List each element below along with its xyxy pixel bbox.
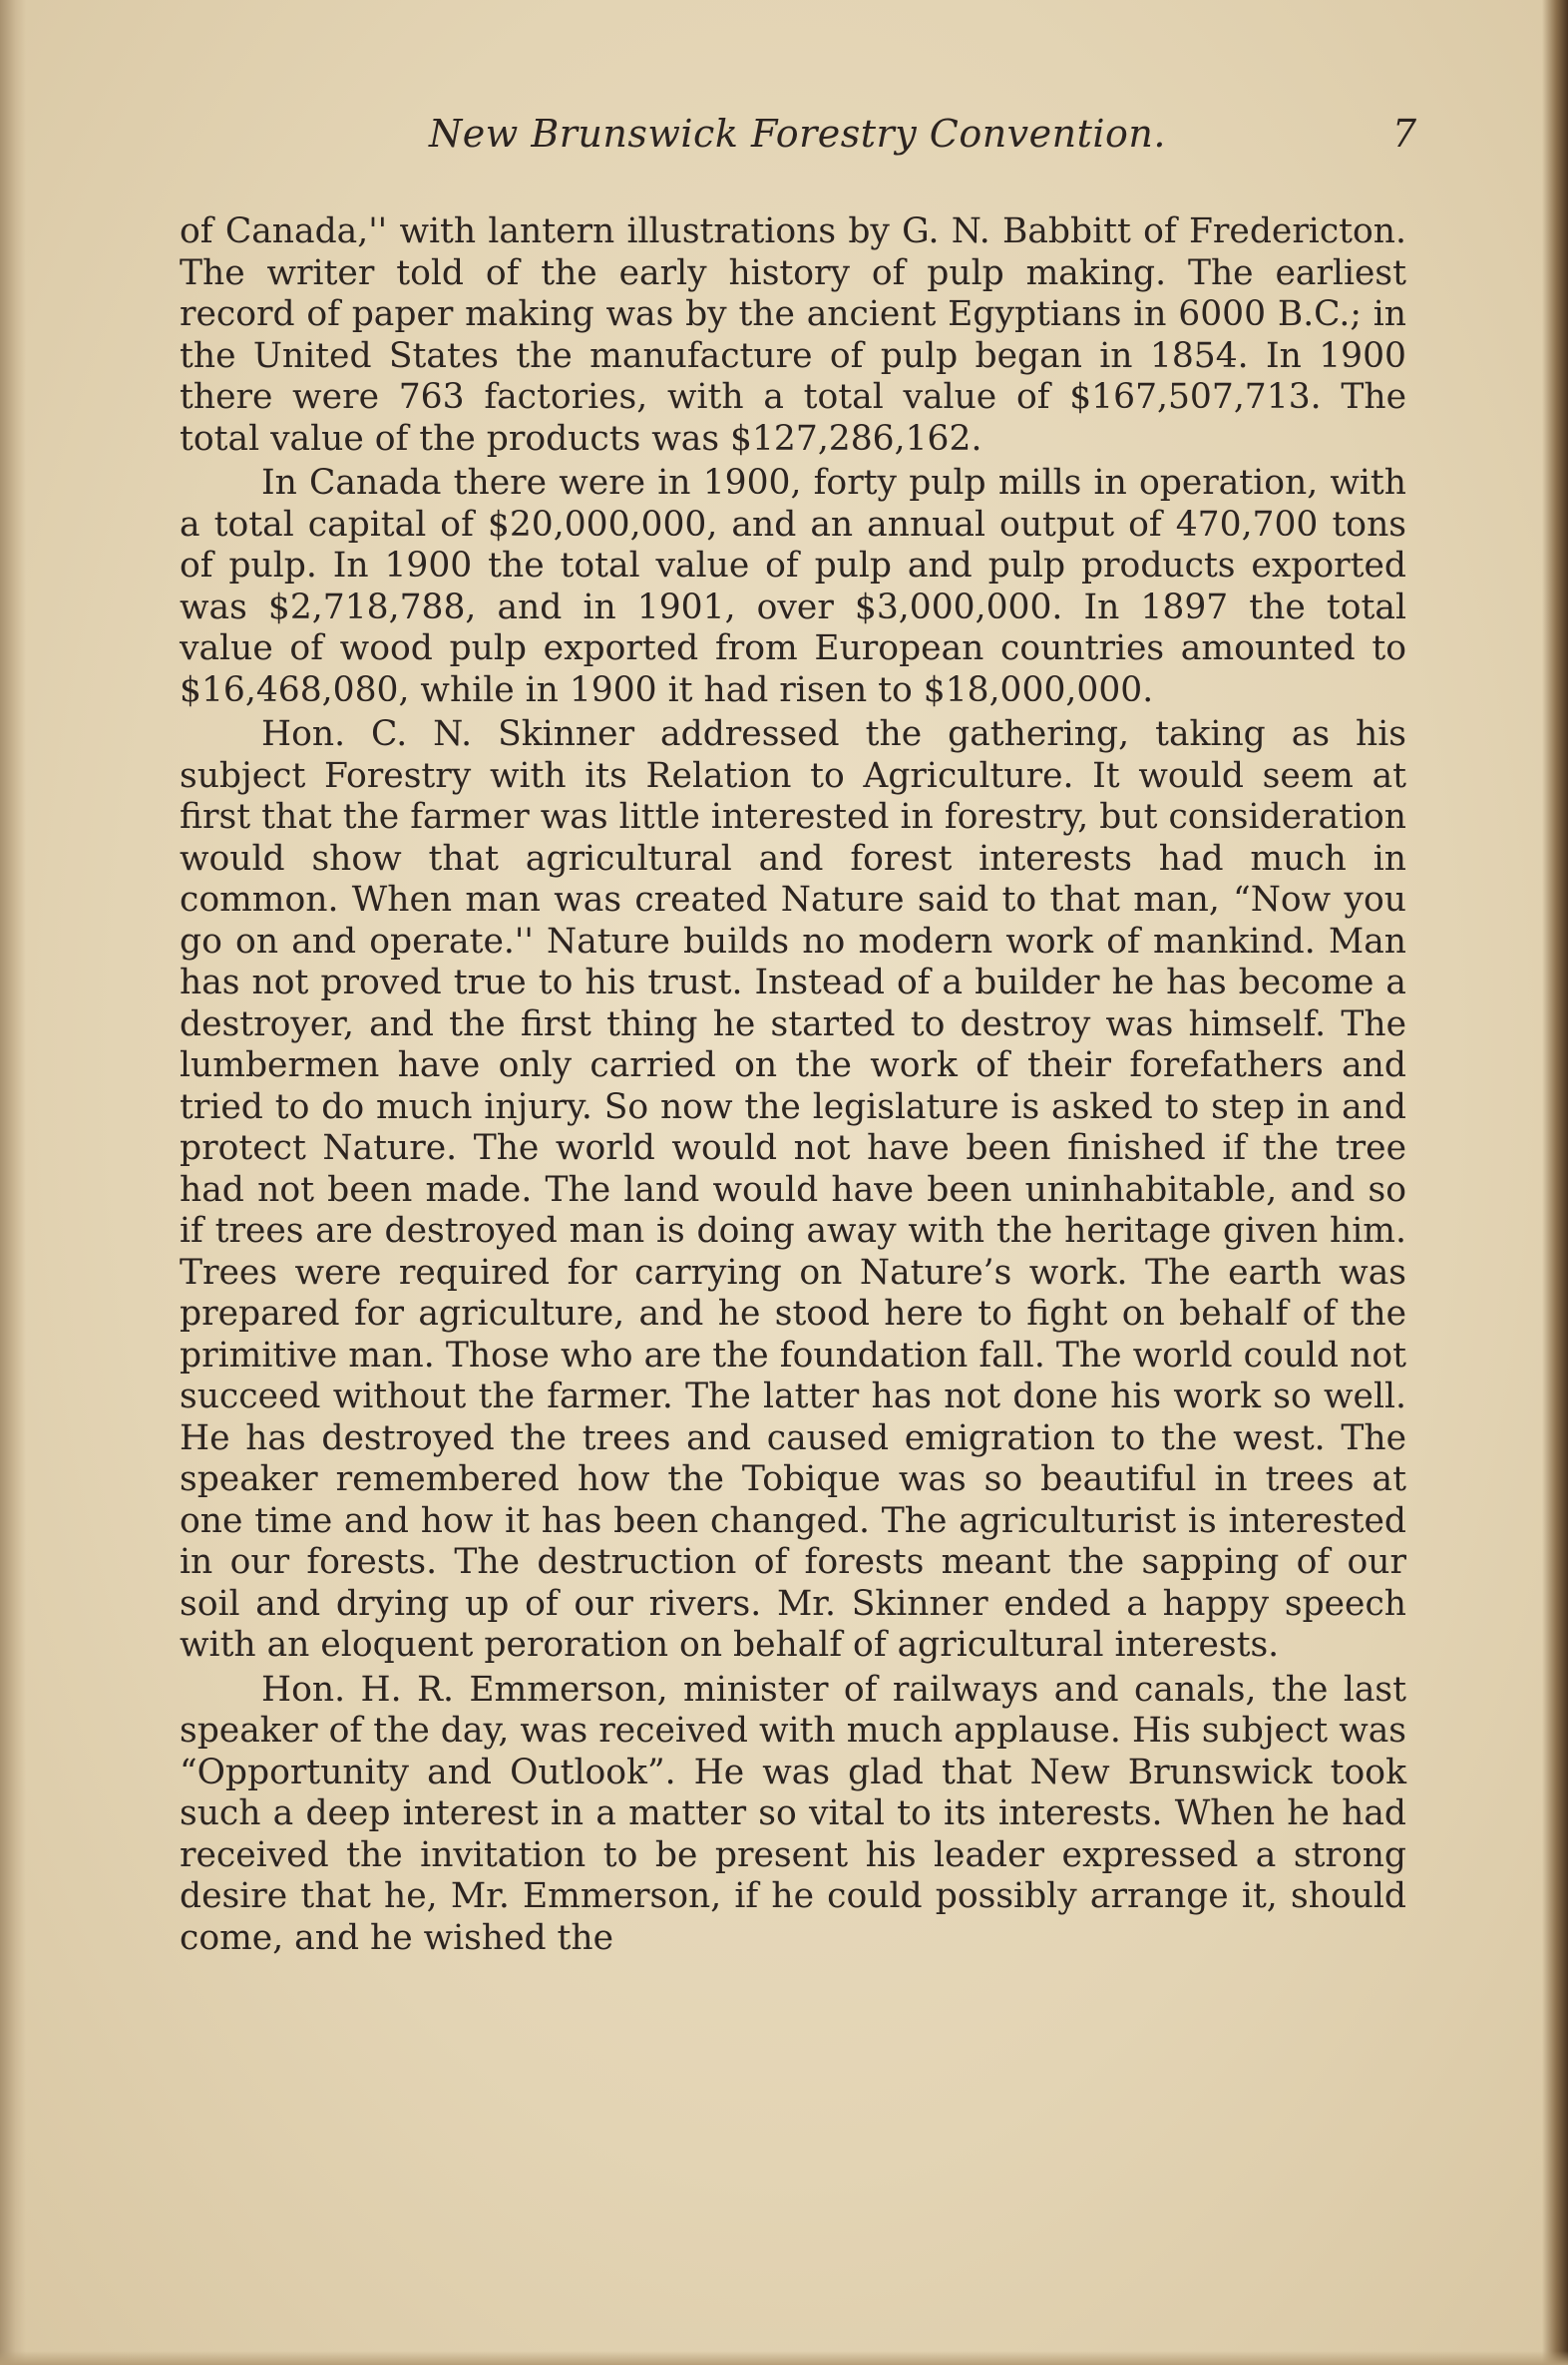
paragraph-pulp-history: of Canada,'' with lantern illustrations by G. N. Babbitt of Fredericton. The writer told of the early history of pulp making. The earliest record of paper making was by the ancient Egyptians in 6000 B.C.; in the United States the manufacture of pulp began in 1854. In 1900 there were 763 factories, with a total value of $167,507,713. The total value of the products was $127,286,162. [180, 211, 1406, 459]
page-gutter-shadow [0, 0, 26, 2365]
page-bottom-edge [0, 2351, 1568, 2365]
running-header [429, 112, 1416, 172]
running-header-title: New Brunswick Forestry Convention. [429, 112, 1166, 156]
paragraph-canada-pulp-mills: In Canada there were in 1900, forty pulp mills in operation, with a total capital of $20,000,000, and an annual output of 470,700 tons of pulp. In 1900 the total value of pulp and pulp products exported was $2,718,788, and in 1901, over $3,000,000. In 1897 the total value of wood pulp exported from European countries amounted to $16,468,080, while in 1900 it had risen to $18,000,000. [180, 463, 1406, 710]
paragraph-skinner-address: Hon. C. N. Skinner addressed the gathering, taking as his subject Forestry with its Relation to Agriculture. It would seem at first that the farmer was little interested in forestry, but consideration would show that agricultural and forest interests had much in common. When man was created Nature said to that man, “Now you go on and operate.'' Nature builds no modern work of mankind. Man has not proved true to his trust. Instead of a builder he has become a destroyer, and the first thing he started to destroy was himself. The lumbermen have only carried on the work of their forefathers and tried to do much injury. So now the legislature is asked to step in and protect Nature. The world would not have been finished if the tree had not been made. The land would have been uninhabitable, and so if trees are destroyed man is doing away with the heritage given him. Trees were required for carrying on Nature’s work. The earth was prepared for agriculture, and he stood here to fight on behalf of the primitive man. Those who are the foundation fall. The world could not succeed without the farmer. The latter has not done his work so well. He has destroyed the trees and caused emigration to the west. The speaker remembered how the Tobique was so beautiful in trees at one time and how it has been changed. The agriculturist is interested in our forests. The destruction of forests meant the sapping of our soil and drying up of our rivers. Mr. Skinner ended a happy speech with an eloquent peroration on behalf of agricultural interests. [180, 714, 1406, 1665]
paragraph-emmerson-address: Hon. H. R. Emmerson, minister of railways and canals, the last speaker of the day, was received with much applause. His subject was “Opportunity and Outlook”. He was glad that New Brunswick took such a deep interest in a matter so vital to its interests. When he had received the invitation to be present his leader expressed a strong desire that he, Mr. Emmerson, if he could possibly arrange it, should come, and he wished the [180, 1669, 1406, 1958]
page-right-edge [1542, 0, 1568, 2365]
body-text [180, 211, 1406, 1962]
page-number: 7 [1391, 112, 1416, 156]
